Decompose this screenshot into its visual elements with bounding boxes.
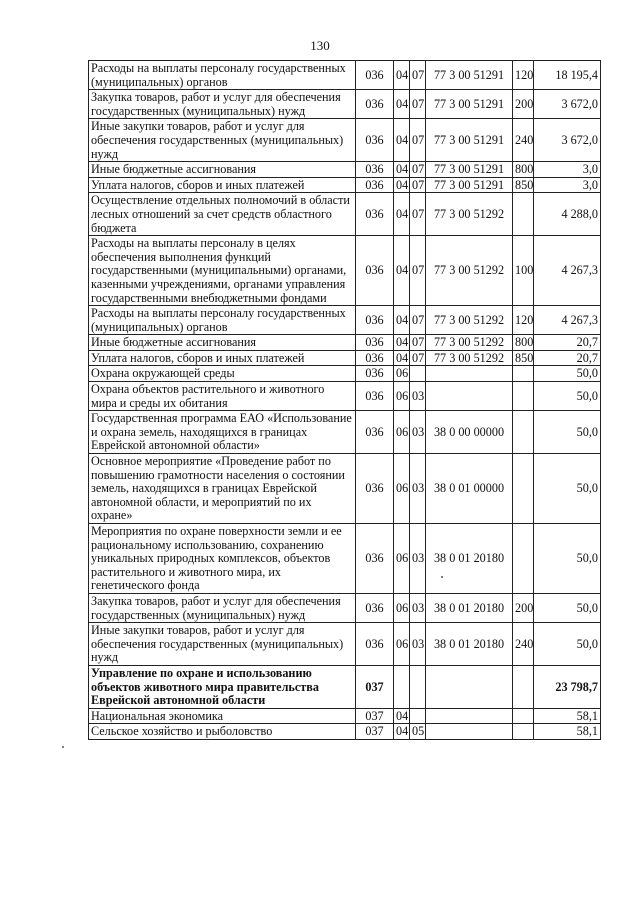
expense-type-cell: 240 <box>513 119 534 162</box>
expenditure-name-cell: Охрана окружающей среды <box>89 366 356 382</box>
department-code-cell: 037 <box>356 724 394 740</box>
department-code-cell: 036 <box>356 524 394 594</box>
subsection-code-cell: 03 <box>410 524 426 594</box>
expenditure-name-cell: Расходы на выплаты персоналу в целях обеспечения выполнения функций государственными (муниципальными) органами, казенными учреждениями, органами управления государственными внебюджетными фондами <box>89 236 356 306</box>
target-article-cell: 38 0 01 20180 <box>426 623 513 666</box>
expense-type-cell: 200 <box>513 90 534 119</box>
amount-cell: 58,1 <box>534 708 601 724</box>
amount-cell: 20,7 <box>534 335 601 351</box>
budget-table <box>88 60 601 740</box>
expense-type-cell: 800 <box>513 162 534 178</box>
target-article-cell <box>426 366 513 382</box>
amount-cell: 50,0 <box>534 382 601 411</box>
section-code-cell: 04 <box>394 177 410 193</box>
subsection-code-cell: 07 <box>410 193 426 236</box>
table-row <box>89 665 601 708</box>
target-article-cell: 77 3 00 51291 <box>426 162 513 178</box>
amount-cell: 4 267,3 <box>534 236 601 306</box>
table-row <box>89 708 601 724</box>
department-code-cell: 037 <box>356 708 394 724</box>
amount-cell: 4 288,0 <box>534 193 601 236</box>
subsection-code-cell <box>410 708 426 724</box>
table-row <box>89 306 601 335</box>
target-article-cell: 77 3 00 51292 <box>426 335 513 351</box>
expense-type-cell: 200 <box>513 593 534 622</box>
target-article-cell <box>426 724 513 740</box>
section-code-cell: 04 <box>394 350 410 366</box>
target-article-cell: 77 3 00 51292 <box>426 193 513 236</box>
subsection-code-cell: 07 <box>410 90 426 119</box>
amount-cell: 23 798,7 <box>534 665 601 708</box>
subsection-code-cell: 07 <box>410 119 426 162</box>
expense-type-cell <box>513 708 534 724</box>
department-code-cell: 036 <box>356 454 394 524</box>
department-code-cell: 036 <box>356 306 394 335</box>
table-row <box>89 119 601 162</box>
expenditure-name-cell: Иные бюджетные ассигнования <box>89 335 356 351</box>
section-code-cell: 04 <box>394 335 410 351</box>
subsection-code-cell: 03 <box>410 593 426 622</box>
subsection-code-cell: 07 <box>410 306 426 335</box>
expenditure-name-cell: Национальная экономика <box>89 708 356 724</box>
section-code-cell: 06 <box>394 593 410 622</box>
expenditure-name-cell: Закупка товаров, работ и услуг для обеспечения государственных (муниципальных) нужд <box>89 90 356 119</box>
expense-type-cell <box>513 193 534 236</box>
section-code-cell: 04 <box>394 306 410 335</box>
subsection-code-cell <box>410 665 426 708</box>
subsection-code-cell: 03 <box>410 411 426 454</box>
expenditure-name-cell: Иные закупки товаров, работ и услуг для обеспечения государственных (муниципальных) нужд <box>89 623 356 666</box>
amount-cell: 3 672,0 <box>534 119 601 162</box>
section-code-cell: 06 <box>394 524 410 594</box>
target-article-cell: 38 0 01 20180 <box>426 593 513 622</box>
amount-cell: 50,0 <box>534 366 601 382</box>
table-row <box>89 350 601 366</box>
expense-type-cell: 120 <box>513 61 534 90</box>
subsection-code-cell: 03 <box>410 382 426 411</box>
section-code-cell: 06 <box>394 454 410 524</box>
table-row <box>89 524 601 594</box>
table-row <box>89 724 601 740</box>
target-article-cell: 38 0 01 00000 <box>426 454 513 524</box>
amount-cell: 18 195,4 <box>534 61 601 90</box>
subsection-code-cell: 05 <box>410 724 426 740</box>
expenditure-name-cell: Уплата налогов, сборов и иных платежей <box>89 177 356 193</box>
table-row <box>89 593 601 622</box>
target-article-cell: 77 3 00 51292 <box>426 306 513 335</box>
expense-type-cell: 100 <box>513 236 534 306</box>
department-code-cell: 036 <box>356 623 394 666</box>
department-code-cell: 036 <box>356 61 394 90</box>
expenditure-name-cell: Охрана объектов растительного и животного мира и среды их обитания <box>89 382 356 411</box>
section-code-cell: 04 <box>394 193 410 236</box>
expense-type-cell <box>513 454 534 524</box>
table-row <box>89 162 601 178</box>
target-article-cell: 77 3 00 51291 <box>426 61 513 90</box>
table-row <box>89 90 601 119</box>
expenditure-name-cell: Мероприятия по охране поверхности земли и ее рациональному использованию, сохранению уникальных природных комплексов, объектов растительного и животного мира, их генетического фонда <box>89 524 356 594</box>
section-code-cell: 04 <box>394 236 410 306</box>
department-code-cell: 036 <box>356 236 394 306</box>
section-code-cell: 04 <box>394 708 410 724</box>
target-article-cell: 77 3 00 51292 <box>426 350 513 366</box>
subsection-code-cell: 07 <box>410 162 426 178</box>
subsection-code-cell: 07 <box>410 236 426 306</box>
subsection-code-cell: 07 <box>410 350 426 366</box>
target-article-cell: 77 3 00 51291 <box>426 177 513 193</box>
subsection-code-cell: 07 <box>410 335 426 351</box>
target-article-cell: 38 0 00 00000 <box>426 411 513 454</box>
table-row <box>89 236 601 306</box>
department-code-cell: 036 <box>356 335 394 351</box>
target-article-cell <box>426 382 513 411</box>
expenditure-name-cell: Основное мероприятие «Проведение работ по повышению грамотности населения о состоянии земель, находящихся в границах Еврейской автономной области, и мероприятий по их охране» <box>89 454 356 524</box>
department-code-cell: 036 <box>356 119 394 162</box>
department-code-cell: 036 <box>356 162 394 178</box>
target-article-cell: 77 3 00 51292 <box>426 236 513 306</box>
department-code-cell: 036 <box>356 411 394 454</box>
target-article-cell: 38 0 01 20180 <box>426 524 513 594</box>
amount-cell: 50,0 <box>534 593 601 622</box>
expense-type-cell: 850 <box>513 350 534 366</box>
table-row <box>89 177 601 193</box>
amount-cell: 58,1 <box>534 724 601 740</box>
expense-type-cell: 850 <box>513 177 534 193</box>
department-code-cell: 037 <box>356 665 394 708</box>
target-article-cell <box>426 665 513 708</box>
amount-cell: 3 672,0 <box>534 90 601 119</box>
department-code-cell: 036 <box>356 177 394 193</box>
target-article-cell <box>426 708 513 724</box>
table-row <box>89 411 601 454</box>
department-code-cell: 036 <box>356 382 394 411</box>
section-code-cell <box>394 665 410 708</box>
amount-cell: 50,0 <box>534 454 601 524</box>
table-row <box>89 193 601 236</box>
amount-cell: 50,0 <box>534 524 601 594</box>
amount-cell: 4 267,3 <box>534 306 601 335</box>
section-code-cell: 04 <box>394 119 410 162</box>
subsection-code-cell: 03 <box>410 623 426 666</box>
target-article-cell: 77 3 00 51291 <box>426 119 513 162</box>
expenditure-name-cell: Иные закупки товаров, работ и услуг для обеспечения государственных (муниципальных) нужд <box>89 119 356 162</box>
expense-type-cell <box>513 411 534 454</box>
section-code-cell: 06 <box>394 623 410 666</box>
amount-cell: 20,7 <box>534 350 601 366</box>
expense-type-cell <box>513 524 534 594</box>
expense-type-cell: 800 <box>513 335 534 351</box>
expenditure-name-cell: Уплата налогов, сборов и иных платежей <box>89 350 356 366</box>
section-code-cell: 04 <box>394 724 410 740</box>
subsection-code-cell <box>410 366 426 382</box>
subsection-code-cell: 07 <box>410 177 426 193</box>
stray-dot <box>62 746 64 748</box>
department-code-cell: 036 <box>356 366 394 382</box>
expenditure-name-cell: Расходы на выплаты персоналу государственных (муниципальных) органов <box>89 61 356 90</box>
table-row <box>89 382 601 411</box>
budget-table-body <box>89 61 601 740</box>
expense-type-cell <box>513 665 534 708</box>
section-code-cell: 04 <box>394 61 410 90</box>
expenditure-name-cell: Закупка товаров, работ и услуг для обеспечения государственных (муниципальных) нужд <box>89 593 356 622</box>
expenditure-name-cell: Государственная программа ЕАО «Использование и охрана земель, находящихся в границах Еврейской автономной области» <box>89 411 356 454</box>
amount-cell: 3,0 <box>534 162 601 178</box>
table-row <box>89 454 601 524</box>
table-row <box>89 623 601 666</box>
page-number: 130 <box>310 38 330 53</box>
department-code-cell: 036 <box>356 193 394 236</box>
section-code-cell: 06 <box>394 366 410 382</box>
table-row <box>89 61 601 90</box>
table-row <box>89 366 601 382</box>
department-code-cell: 036 <box>356 593 394 622</box>
expenditure-name-cell: Сельское хозяйство и рыболовство <box>89 724 356 740</box>
stray-dot <box>441 576 443 578</box>
expense-type-cell <box>513 382 534 411</box>
section-code-cell: 06 <box>394 382 410 411</box>
expenditure-name-cell: Осуществление отдельных полномочий в области лесных отношений за счет средств областного бюджета <box>89 193 356 236</box>
amount-cell: 50,0 <box>534 623 601 666</box>
section-code-cell: 06 <box>394 411 410 454</box>
expenditure-name-cell: Иные бюджетные ассигнования <box>89 162 356 178</box>
expense-type-cell <box>513 366 534 382</box>
department-code-cell: 036 <box>356 90 394 119</box>
subsection-code-cell: 07 <box>410 61 426 90</box>
department-code-cell: 036 <box>356 350 394 366</box>
table-row <box>89 335 601 351</box>
section-code-cell: 04 <box>394 90 410 119</box>
expense-type-cell: 120 <box>513 306 534 335</box>
expenditure-name-cell: Расходы на выплаты персоналу государственных (муниципальных) органов <box>89 306 356 335</box>
expense-type-cell: 240 <box>513 623 534 666</box>
expense-type-cell <box>513 724 534 740</box>
section-code-cell: 04 <box>394 162 410 178</box>
subsection-code-cell: 03 <box>410 454 426 524</box>
target-article-cell: 77 3 00 51291 <box>426 90 513 119</box>
expenditure-name-cell: Управление по охране и использованию объектов животного мира правительства Еврейской автономной области <box>89 665 356 708</box>
amount-cell: 50,0 <box>534 411 601 454</box>
amount-cell: 3,0 <box>534 177 601 193</box>
